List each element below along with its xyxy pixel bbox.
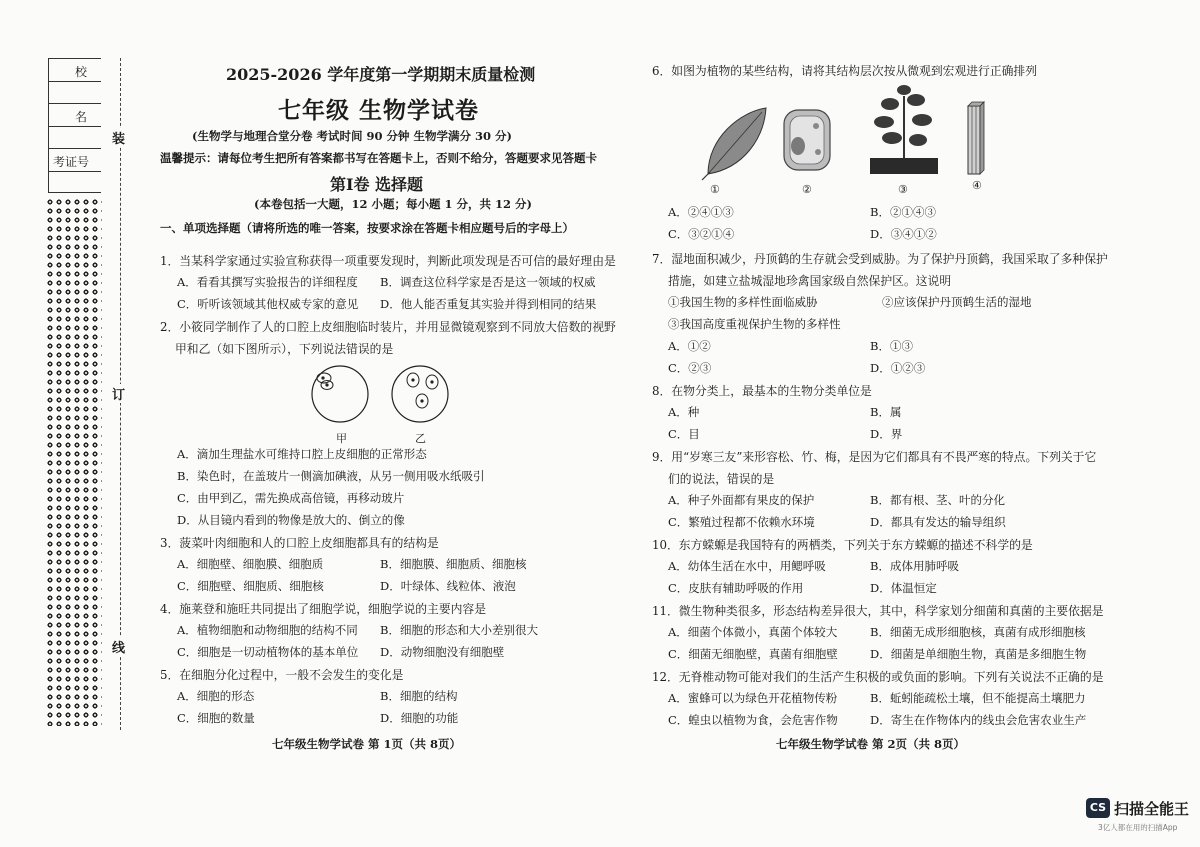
q4-option-b: B．细胞的形态和大小差别很大 [380, 623, 538, 637]
q8-option-a: A．种 [668, 405, 700, 419]
q8-option-d: D．界 [870, 427, 903, 441]
question-11: 11．微生物种类很多，形态结构差异很大，其中，科学家划分细菌和真菌的主要依据是 [652, 604, 1104, 618]
question-5: 5．在细胞分化过程中，一般不会发生的变化是 [160, 668, 404, 682]
q2-option-c: C．由甲到乙，需先换成高倍镜，再移动玻片 [177, 491, 405, 505]
q3-option-c: C．细胞壁、细胞质、细胞核 [177, 579, 324, 593]
q6-option-c: C．③②①④ [668, 227, 735, 241]
q10-option-b: B．成体用肺呼吸 [870, 559, 959, 573]
section-title: 一、单项选择题（请将所选的唯一答案，按要求涂在答题卡相应题号后的字母上） [160, 221, 574, 235]
q2-option-d: D．从目镜内看到的物像是放大的、倒立的像 [177, 513, 405, 527]
name-field: 名 [48, 103, 101, 127]
fig-label-3: ③ [898, 183, 908, 196]
fig-label-1: ① [710, 183, 720, 196]
fig-label-4: ④ [972, 179, 982, 192]
question-8: 8．在物分类上，最基本的生物分类单位是 [652, 384, 872, 398]
q3-option-a: A．细胞壁、细胞膜、细胞质 [177, 557, 324, 571]
q4-option-c: C．细胞是一切动植物体的基本单位 [177, 645, 359, 659]
leaf-icon [702, 108, 766, 180]
camscanner-logo-icon: CS [1086, 798, 1110, 818]
question-12: 12．无脊椎动物可能对我们的生活产生积极的或负面的影响。下列有关说法不正确的是 [652, 670, 1104, 684]
q7-option-a: A．①② [668, 339, 711, 353]
q1-option-d: D．他人能否重复其实验并得到相同的结果 [380, 297, 597, 311]
q11-option-c: C．细菌无细胞壁，真菌有细胞壁 [668, 647, 838, 661]
binding-char-zhuang: 装 [112, 128, 125, 147]
q7-statement-3: ③我国高度重视保护生物的多样性 [668, 317, 841, 331]
q9-option-b: B．都有根、茎、叶的分化 [870, 493, 1005, 507]
page-2-footer: 七年级生物学试卷 第 2页（共 8页） [776, 737, 966, 751]
part-title: 第Ⅰ卷 选择题 [330, 175, 424, 194]
q1-option-a: A．看看其撰写实验报告的详细程度 [177, 275, 358, 289]
question-2-line2: 甲和乙（如下图所示），下列说法错误的是 [175, 342, 394, 356]
question-9-line1: 9．用“岁寒三友”来形容松、竹、梅，是因为它们都具有不畏严寒的特点。下列关于它 [652, 450, 1097, 464]
microscope-fields-figure [300, 358, 460, 430]
q9-option-d: D．都具有发达的输导组织 [870, 515, 1006, 529]
q6-option-b: B．②①④③ [870, 205, 936, 219]
question-2-line1: 2．小筱同学制作了人的口腔上皮细胞临时装片，并用显微镜观察到不同放大倍数的视野 [160, 320, 616, 334]
watermark-name: 扫描全能王 [1114, 800, 1190, 818]
question-7-line2: 措施，如建立盐城湿地珍禽国家级自然保护区。这说明 [668, 274, 952, 288]
q12-option-c: C．蝗虫以植物为食，会危害作物 [668, 713, 838, 727]
exam-info: (生物学与地理合堂分卷 考试时间 90 分钟 生物学满分 30 分) [192, 129, 512, 143]
q9-option-c: C．繁殖过程都不依赖水环境 [668, 515, 815, 529]
plant-structures-figure [700, 82, 1000, 198]
q2-option-b: B．染色时，在盖玻片一侧滴加碘液，从另一侧用吸水纸吸引 [177, 469, 485, 483]
exam-title: 2025-2026 学年度第一学期期末质量检测 [226, 65, 536, 84]
question-4: 4．施莱登和施旺共同提出了细胞学说，细胞学说的主要内容是 [160, 602, 487, 616]
question-3: 3．菠菜叶肉细胞和人的口腔上皮细胞都具有的结构是 [160, 536, 439, 550]
q4-option-a: A．植物细胞和动物细胞的结构不同 [177, 623, 358, 637]
field-jia [312, 366, 368, 422]
part-note: (本卷包括一大题，12 小题；每小题 1 分，共 12 分) [254, 197, 532, 211]
question-1: 1．当某科学家通过实验宣称获得一项重要发现时，判断此项发现是否可信的最好理由是 [160, 254, 616, 268]
exam-id-field: 考证号 [48, 148, 101, 172]
q11-option-d: D．细菌是单细胞生物，真菌是多细胞生物 [870, 647, 1087, 661]
watermark-tagline: 3亿人都在用的扫描App [1098, 823, 1178, 832]
question-6: 6．如图为植物的某些结构，请将其结构层次按从微观到宏观进行正确排列 [652, 64, 1038, 78]
label-yi: 乙 [415, 432, 426, 445]
q7-option-b: B．①③ [870, 339, 913, 353]
page-1-footer: 七年级生物学试卷 第 1页（共 8页） [272, 737, 462, 751]
q8-option-c: C．目 [668, 427, 700, 441]
q5-option-c: C．细胞的数量 [177, 711, 255, 725]
q12-option-d: D．寄生在作物体内的线虫会危害农业生产 [870, 713, 1087, 727]
q8-option-b: B．属 [870, 405, 902, 419]
school-field: 校 [48, 58, 101, 82]
q12-option-b: B．蚯蚓能疏松土壤，但不能提高土壤肥力 [870, 691, 1086, 705]
binding-gear-pattern [46, 198, 102, 726]
subject-title: 七年级 生物学试卷 [278, 97, 480, 124]
q5-option-b: B．细胞的结构 [380, 689, 458, 703]
q10-option-a: A．幼体生活在水中，用鳃呼吸 [668, 559, 826, 573]
tissue-block-icon [968, 102, 984, 174]
label-jia: 甲 [336, 432, 347, 445]
whole-plant-icon [870, 85, 938, 174]
q6-option-d: D．③④①② [870, 227, 937, 241]
plant-cell-icon [784, 110, 830, 170]
question-9-line2: 们的说法，错误的是 [668, 472, 775, 486]
q10-option-c: C．皮肤有辅助呼吸的作用 [668, 581, 804, 595]
q5-option-a: A．细胞的形态 [177, 689, 255, 703]
question-7-line1: 7．湿地面积减少，丹顶鹤的生存就会受到威胁。为了保护丹顶鹤，我国采取了多种保护 [652, 252, 1108, 266]
q7-option-c: C．②③ [668, 361, 712, 375]
q1-option-b: B．调查这位科学家是否是这一领域的权威 [380, 275, 596, 289]
q1-option-c: C．听听该领域其他权威专家的意见 [177, 297, 359, 311]
q2-option-a: A．滴加生理盐水可维持口腔上皮细胞的正常形态 [177, 447, 427, 461]
q10-option-d: D．体温恒定 [870, 581, 937, 595]
q7-option-d: D．①②③ [870, 361, 926, 375]
q9-option-a: A．种子外面都有果皮的保护 [668, 493, 815, 507]
q6-option-a: A．②④①③ [668, 205, 734, 219]
q7-statement-2: ②应该保护丹顶鹤生活的湿地 [882, 295, 1032, 309]
binding-char-xian: 线 [112, 637, 125, 656]
notice: 温馨提示：请每位考生把所有答案都书写在答题卡上，否则不给分，答题要求见答题卡 [160, 151, 597, 165]
binding-char-ding: 订 [112, 384, 125, 403]
fig-label-2: ② [802, 183, 812, 196]
q11-option-b: B．细菌无成形细胞核，真菌有成形细胞核 [870, 625, 1086, 639]
q3-option-d: D．叶绿体、线粒体、液泡 [380, 579, 516, 593]
q3-option-b: B．细胞膜、细胞质、细胞核 [380, 557, 527, 571]
q5-option-d: D．细胞的功能 [380, 711, 459, 725]
q11-option-a: A．细菌个体微小，真菌个体较大 [668, 625, 838, 639]
q7-statement-1: ①我国生物的多样性面临威胁 [668, 295, 818, 309]
question-10: 10．东方蝾螈是我国特有的两栖类，下列关于东方蝾螈的描述不科学的是 [652, 538, 1033, 552]
q12-option-a: A．蜜蜂可以为绿色开花植物传粉 [668, 691, 838, 705]
q4-option-d: D．动物细胞没有细胞壁 [380, 645, 505, 659]
